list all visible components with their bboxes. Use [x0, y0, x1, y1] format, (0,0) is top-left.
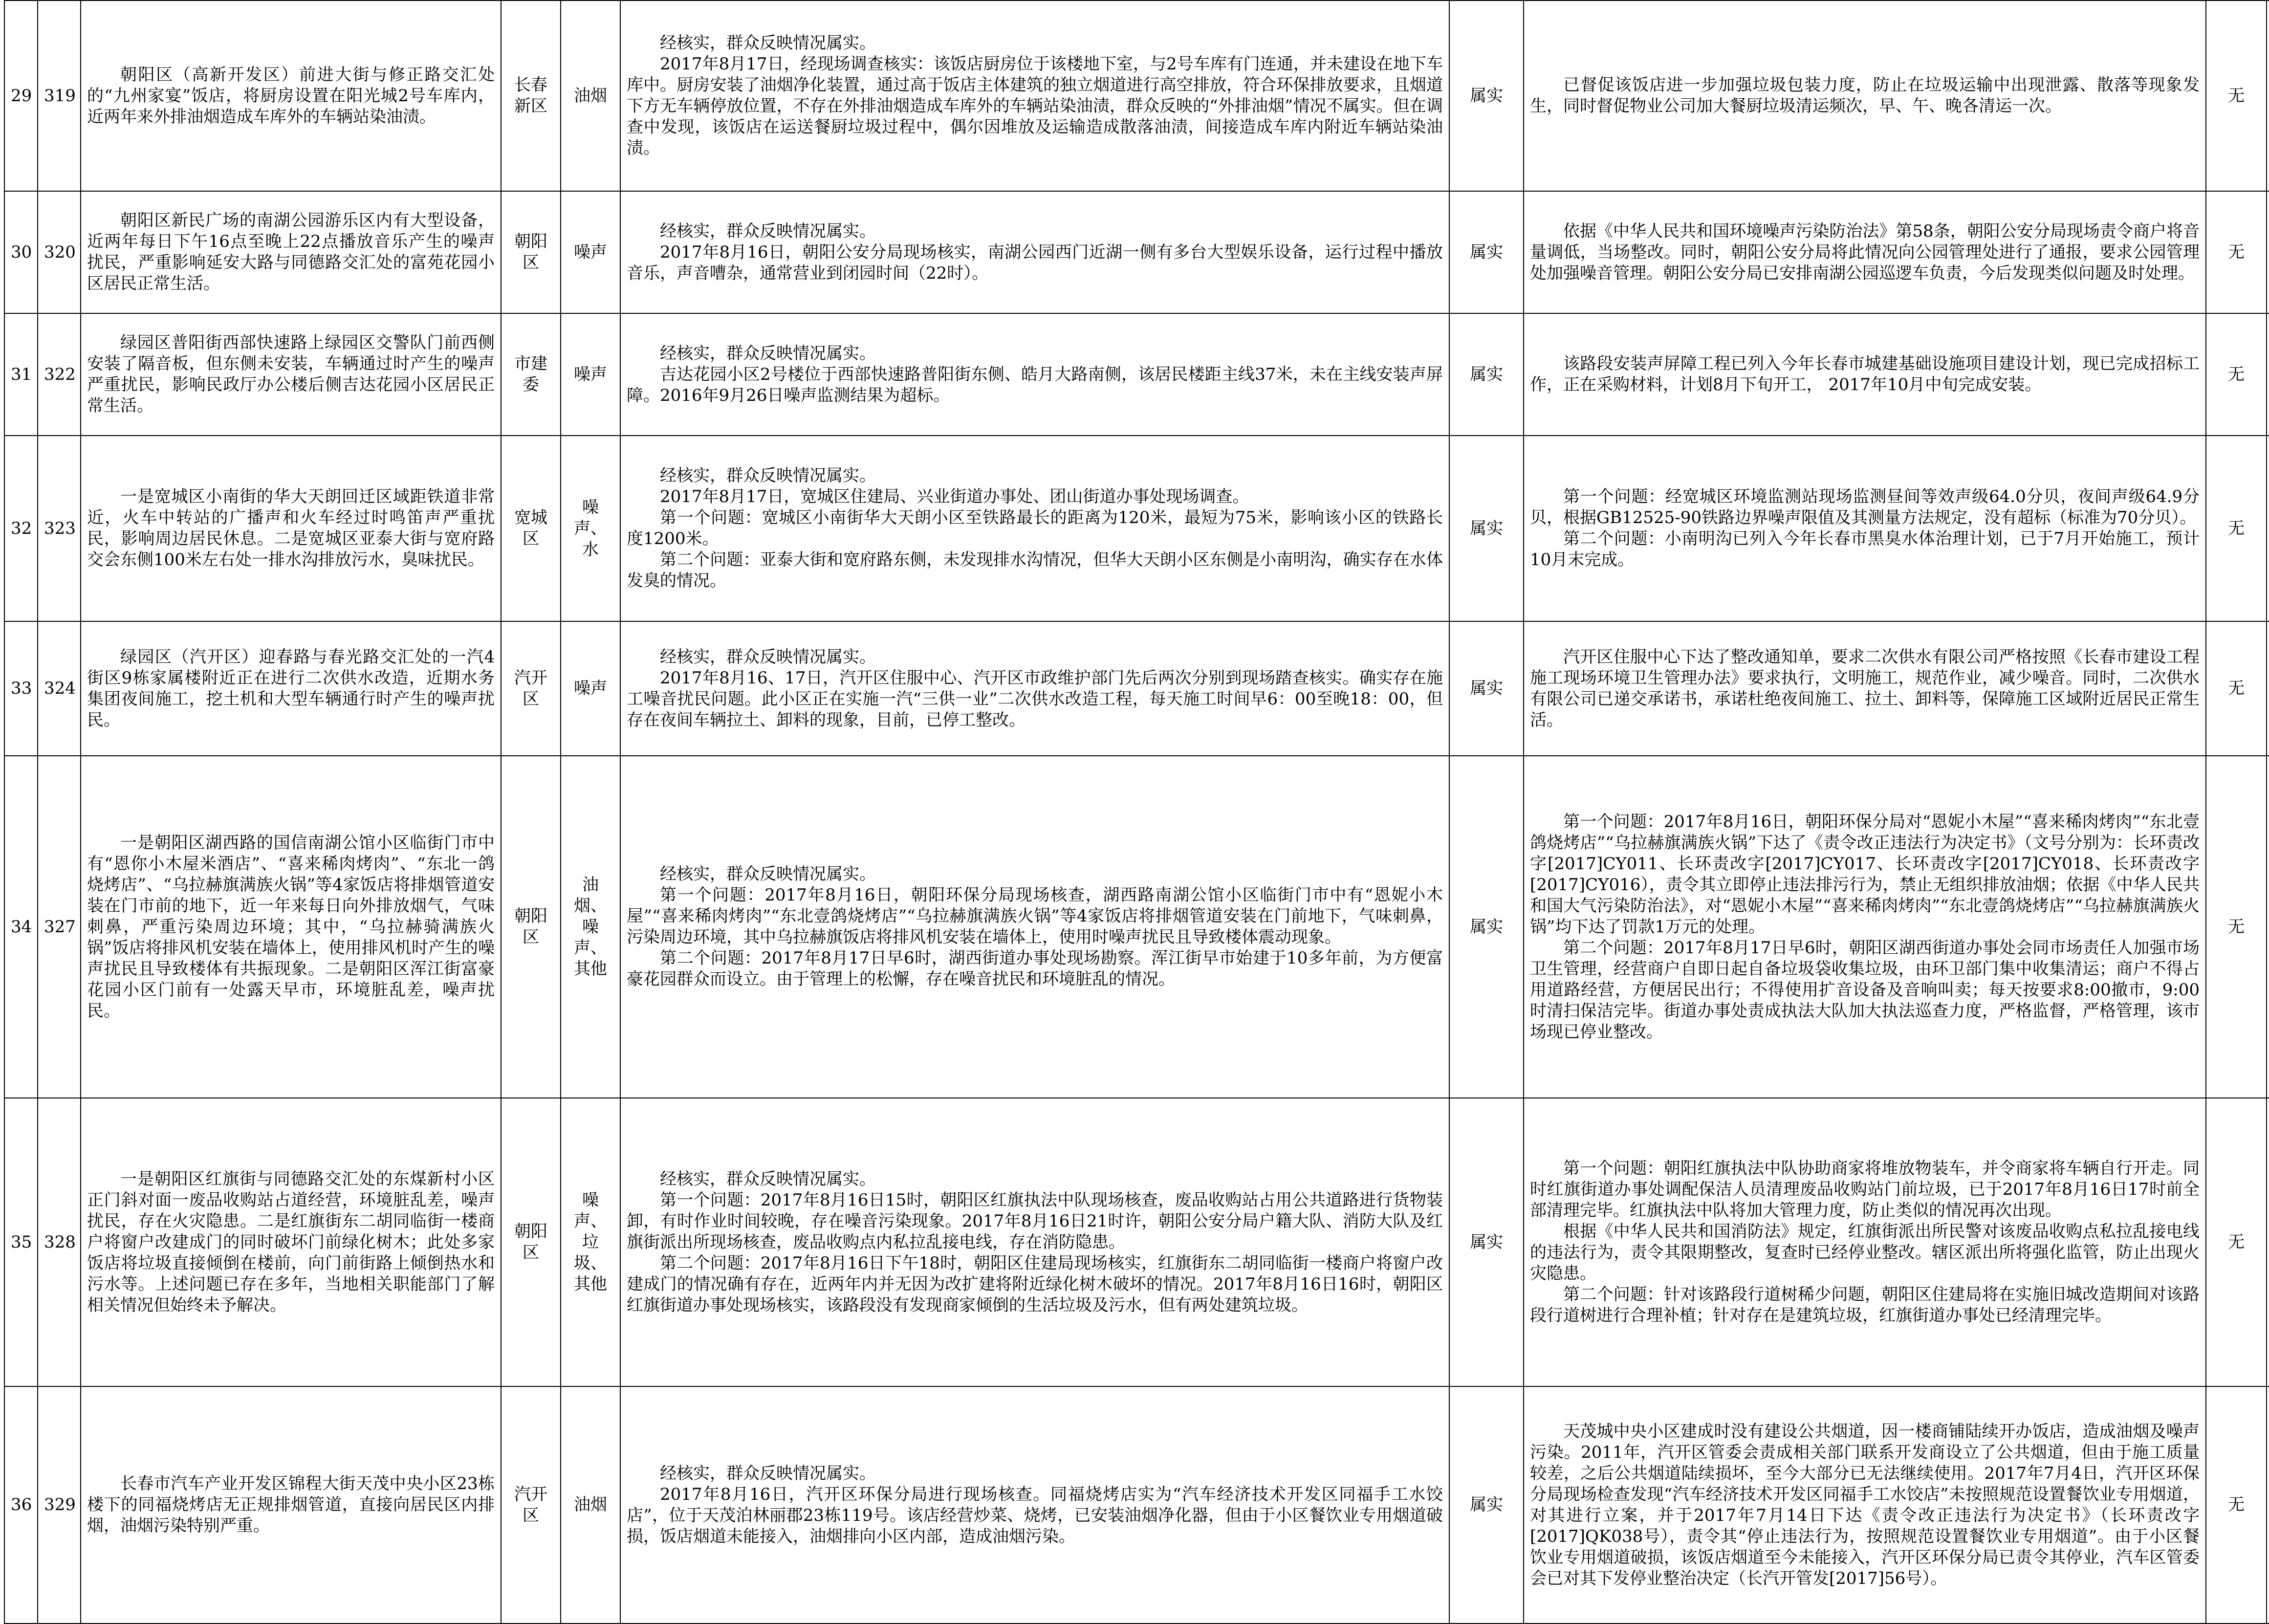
- complaint-cell: 长春市汽车产业开发区锦程大街天茂中央小区23栋楼下的同福烧烤店无正规排烟管道，直接向居民区内排烟，油烟污染特别严重。: [81, 1386, 501, 1624]
- case-number-cell: 322: [38, 313, 81, 436]
- handling-cell-paragraph: 第二个问题：2017年8月17日早6时，朝阳区湖西街道办事处会同市场责任人加强市场卫生管理，经营商户自即日起自备垃圾袋收集垃圾，由环卫部门集中收集清运；商户不得占用道路经营，方便居民出行；不得使用扩音设备及音响叫卖；每天按要求8:00撤市，9:00时清扫保洁完毕。街道办事处责成执法大队加大执法巡查力度，严格监督，严格管理，该市场现已停业整改。: [1530, 938, 2200, 1042]
- pollution-type-cell: 油烟: [561, 1386, 620, 1624]
- handling-cell: [1524, 1386, 2206, 1624]
- handling-cell-paragraph: 根据《中华人民共和国消防法》规定，红旗街派出所民警对该废品收购点私拉乱接电线的违法行为，责令其限期整改，复查时已经停业整改。辖区派出所将强化监管，防止出现火灾隐患。: [1530, 1222, 2200, 1283]
- handling-cell-paragraph: 汽开区住服中心下达了整改通知单，要求二次供水有限公司严格按照《长春市建设工程施工现场环境卫生管理办法》要求执行，文明施工，规范作业，减少噪音。同时，二次供水有限公司已递交承诺书，承诺杜绝夜间施工、拉土、卸料等，保障施工区域附近居民正常生活。: [1530, 647, 2200, 730]
- remark-cell: [2267, 1386, 2269, 1624]
- seq-cell: 34: [4, 756, 38, 1098]
- handling-cell-paragraph: 第二个问题：针对该路段行道树稀少问题，朝阳区住建局将在实施旧城改造期间对该路段行道树进行合理补植；针对存在是建筑垃圾，红旗街道办事处已经清理完毕。: [1530, 1285, 2200, 1325]
- complaint-cell: 绿园区（汽开区）迎春路与春光路交汇处的一汽4街区9栋家属楼附近正在进行二次供水改造，近期水务集团夜间施工，挖土机和大型车辆通行时产生的噪声扰民。: [81, 621, 501, 756]
- verdict-cell: 属实: [1449, 1098, 1524, 1386]
- district-cell: 宽城区: [501, 436, 561, 621]
- investigation-cell-paragraph: 经核实，群众反映情况属实。: [660, 647, 876, 667]
- district-cell: 朝阳区: [501, 756, 561, 1098]
- investigation-cell: [620, 191, 1449, 313]
- case-number-cell: 320: [38, 191, 81, 313]
- complaint-cell: 一是朝阳区湖西路的国信南湖公馆小区临街门市中有“恩你小木屋米酒店”、“喜来稀肉烤肉”、“东北一鸽烧烤店”、“乌拉赫旗满族火锅”等4家饭店将排烟管道安装在门市前的地下，近一年来每日向外排放烟气，气味刺鼻，严重污染周边环境；其中，“乌拉赫骑满族火锅”饭店将排风机安装在墙体上，使用排风机时产生的噪声扰民且导致楼体有共振现象。二是朝阳区浑江街富豪花园小区门前有一处露天早市，环境脏乱差，噪声扰民。: [81, 756, 501, 1098]
- district-cell: 汽开区: [501, 621, 561, 756]
- investigation-cell: [620, 621, 1449, 756]
- complaint-table: [4, 0, 2269, 1624]
- handling-cell-paragraph: 第一个问题：2017年8月16日，朝阳环保分局对“恩妮小木屋”“喜来稀肉烤肉”“东北壹鸽烧烤店”“乌拉赫旗满族火锅”下达了《责令改正违法行为决定书》（文号分别为：长环责改字[2017]CY011、长环责改字[2017]CY017、长环责改字[2017]CY018、长环责改字[2017]CY016），责令其立即停止违法排污行为，禁止无组织排放油烟；依据《中华人民共和国大气污染防治法》，对“恩妮小木屋”“喜来稀肉烤肉”“东北壹鸽烧烤店”“乌拉赫旗满族火锅”均下达了罚款1万元的处理。: [1530, 812, 2200, 937]
- investigation-cell-paragraph: 2017年8月16日，朝阳公安分局现场核实，南湖公园西门近湖一侧有多台大型娱乐设备，运行过程中播放音乐，声音嘈杂，通常营业到闭园时间（22时）。: [627, 242, 1443, 283]
- case-number-cell: 323: [38, 436, 81, 621]
- table-row: [4, 191, 2269, 313]
- accountability-cell: 无: [2206, 756, 2267, 1098]
- district-cell: 朝阳区: [501, 191, 561, 313]
- handling-cell: [1524, 313, 2206, 436]
- investigation-cell-paragraph: 经核实，群众反映情况属实。: [660, 864, 876, 884]
- investigation-cell-paragraph: 第一个问题：2017年8月16日，朝阳环保分局现场核查，湖西路南湖公馆小区临街门市中有“恩妮小木屋”“喜来稀肉烤肉”“东北壹鸽烧烤店”“乌拉赫旗满族火锅”等4家饭店将排烟管道安装在门前地下，气味刺鼻，污染周边环境，其中乌拉赫旗饭店将排风机安装在墙体上，使用时噪声扰民且导致楼体震动现象。: [627, 885, 1443, 947]
- district-cell: 长春新区: [501, 0, 561, 191]
- district-cell: 朝阳区: [501, 1098, 561, 1386]
- investigation-cell-paragraph: 经核实，群众反映情况属实。: [660, 33, 876, 53]
- remark-cell: [2267, 191, 2269, 313]
- case-number-cell: 329: [38, 1386, 81, 1624]
- accountability-cell: 无: [2206, 191, 2267, 313]
- investigation-cell-paragraph: 吉达花园小区2号楼位于西部快速路普阳街东侧、皓月大路南侧，该居民楼距主线37米，未在主线安装声屏障。2016年9月26日噪声监测结果为超标。: [627, 364, 1443, 405]
- seq-cell: 32: [4, 436, 38, 621]
- accountability-cell: 无: [2206, 1098, 2267, 1386]
- handling-cell: [1524, 436, 2206, 621]
- verdict-cell: 属实: [1449, 756, 1524, 1098]
- pollution-type-cell: 油烟: [561, 0, 620, 191]
- investigation-cell: [620, 1386, 1449, 1624]
- seq-cell: 35: [4, 1098, 38, 1386]
- accountability-cell: 无: [2206, 313, 2267, 436]
- handling-cell: [1524, 0, 2206, 191]
- investigation-cell-paragraph: 2017年8月17日，经现场调查核实：该饭店厨房位于该楼地下室，与2号车库有门连通，并未建设在地下车库中。厨房安装了油烟净化装置，通过高于饭店主体建筑的独立烟道进行高空排放，符合环保排放要求，且烟道下方无车辆停放位置，不存在外排油烟造成车库外的车辆站染油渍，群众反映的“外排油烟”情况不属实。但在调查中发现，该饭店在运送餐厨垃圾过程中，偶尔因堆放及运输造成散落油渍，间接造成车库内附近车辆站染油渍。: [627, 54, 1443, 158]
- pollution-type-cell: 噪声: [561, 621, 620, 756]
- pollution-type-cell: 油烟、噪声、其他: [561, 756, 620, 1098]
- case-number-cell: 328: [38, 1098, 81, 1386]
- investigation-cell-paragraph: 第一个问题：2017年8月16日15时，朝阳区红旗执法中队现场核查，废品收购站占用公共道路进行货物装卸，有时作业时间较晚，存在噪音污染现象。2017年8月16日21时许，朝阳公安分局户籍大队、消防大队及红旗街派出所现场核查，废品收购点内私拉乱接电线，存在消防隐患。: [627, 1190, 1443, 1252]
- investigation-cell-paragraph: 第二个问题：亚泰大街和宽府路东侧，未发现排水沟情况，但华大天朗小区东侧是小南明沟，确实存在水体发臭的情况。: [627, 550, 1443, 591]
- table-row: [4, 436, 2269, 621]
- investigation-cell-paragraph: 第二个问题：2017年8月16日下午18时，朝阳区住建局现场核实，红旗街东二胡同临街一楼商户将窗户改建成门的情况确有存在，近两年内并无因为改扩建将附近绿化树木破坏的情况。2017年8月16日16时，朝阳区红旗街道办事处现场核实，该路段没有发现商家倾倒的生活垃圾及污水，但有两处建筑垃圾。: [627, 1253, 1443, 1315]
- table-row: [4, 0, 2269, 191]
- table-row: [4, 621, 2269, 756]
- accountability-cell: 无: [2206, 621, 2267, 756]
- accountability-cell: 无: [2206, 0, 2267, 191]
- accountability-cell: 无: [2206, 1386, 2267, 1624]
- table-row: [4, 1386, 2269, 1624]
- handling-cell-paragraph: 天茂城中央小区建成时没有建设公共烟道，因一楼商铺陆续开办饭店，造成油烟及噪声污染。2011年，汽开区管委会责成相关部门联系开发商设立了公共烟道，但由于施工质量较差，之后公共烟道陆续损坏，至今大部分已无法继续使用。2017年7月4日，汽开区环保分局现场检查发现“汽车经济技术开发区同福手工水饺店”未按照规范设置餐饮业专用烟道，对其进行立案，并于2017年7月14日下达《责令改正违法行为决定书》（长环责改字[2017]QK038号），责令其“停止违法行为，按照规范设置餐饮业专用烟道”。由于小区餐饮业专用烟道破损，该饭店烟道至今未能接入，汽开区环保分局已责令其停业，汽车区管委会已对其下发停业整治决定（长汽开管发[2017]56号）。: [1530, 1421, 2200, 1588]
- investigation-cell: [620, 436, 1449, 621]
- pollution-type-cell: 噪声、垃圾、其他: [561, 1098, 620, 1386]
- investigation-cell-paragraph: 2017年8月17日，宽城区住建局、兴业街道办事处、团山街道办事处现场调查。: [660, 487, 1249, 506]
- investigation-cell: [620, 313, 1449, 436]
- remark-cell: [2267, 756, 2269, 1098]
- handling-cell: [1524, 756, 2206, 1098]
- investigation-cell: [620, 0, 1449, 191]
- investigation-cell-paragraph: 第一个问题：宽城区小南街华大天朗小区至铁路最长的距离为120米，最短为75米，影响该小区的铁路长度1200米。: [627, 508, 1443, 549]
- remark-cell: [2267, 621, 2269, 756]
- pollution-type-cell: 噪声、水: [561, 436, 620, 621]
- remark-cell: [2267, 313, 2269, 436]
- handling-cell: [1524, 621, 2206, 756]
- complaint-cell: 一是朝阳区红旗街与同德路交汇处的东煤新村小区正门斜对面一废品收购站占道经营，环境脏乱差，噪声扰民，存在火灾隐患。二是红旗街东二胡同临街一楼商户将窗户改建成门的同时破坏门前绿化树木；此处多家饭店将垃圾直接倾倒在楼前，向门前街路上倾倒热水和污水等。上述问题已存在多年，当地相关职能部门了解相关情况但始终未予解决。: [81, 1098, 501, 1386]
- complaint-cell: 朝阳区（高新开发区）前进大街与修正路交汇处的“九州家宴”饭店，将厨房设置在阳光城2号车库内，近两年来外排油烟造成车库外的车辆站染油渍。: [81, 0, 501, 191]
- investigation-cell-paragraph: 经核实，群众反映情况属实。: [660, 343, 876, 363]
- case-number-cell: 324: [38, 621, 81, 756]
- verdict-cell: 属实: [1449, 1386, 1524, 1624]
- table-row: [4, 1098, 2269, 1386]
- handling-cell-paragraph: 第一个问题：经宽城区环境监测站现场监测昼间等效声级64.0分贝，夜间声级64.9分贝，根据GB12525-90铁路边界噪声限值及其测量方法规定，没有超标（标准为70分贝）。: [1530, 487, 2200, 527]
- table-body: [4, 0, 2269, 1624]
- handling-cell-paragraph: 已督促该饭店进一步加强垃圾包装力度，防止在垃圾运输中出现泄露、散落等现象发生，同时督促物业公司加大餐厨垃圾清运频次，早、午、晚各清运一次。: [1530, 75, 2200, 116]
- table-row: [4, 313, 2269, 436]
- investigation-cell-paragraph: 经核实，群众反映情况属实。: [660, 1169, 876, 1189]
- investigation-cell-paragraph: 第二个问题：2017年8月17日早6时，湖西街道办事处现场勘察。浑江街早市始建于10多年前，为方便富豪花园群众而设立。由于管理上的松懈，存在噪音扰民和环境脏乱的情况。: [627, 948, 1443, 989]
- verdict-cell: 属实: [1449, 191, 1524, 313]
- table-row: [4, 756, 2269, 1098]
- district-cell: 市建委: [501, 313, 561, 436]
- pollution-type-cell: 噪声: [561, 191, 620, 313]
- investigation-cell-paragraph: 经核实，群众反映情况属实。: [660, 466, 876, 485]
- investigation-cell-paragraph: 2017年8月16日，汽开区环保分局进行现场核查。同福烧烤店实为“汽车经济技术开发区同福手工水饺店”，位于天茂泊林丽郡23栋119号。该店经营炒菜、烧烤，已安装油烟净化器，但由于小区餐饮业专用烟道破损，饭店烟道未能接入，油烟排向小区内部，造成油烟污染。: [627, 1484, 1443, 1546]
- verdict-cell: 属实: [1449, 0, 1524, 191]
- seq-cell: 29: [4, 0, 38, 191]
- handling-cell-paragraph: 依据《中华人民共和国环境噪声污染防治法》第58条，朝阳公安分局现场责令商户将音量调低，当场整改。同时，朝阳公安分局将此情况向公园管理处进行了通报，要求公园管理处加强噪音管理。朝阳公安分局已安排南湖公园巡逻车负责，今后发现类似问题及时处理。: [1530, 221, 2200, 283]
- handling-cell: [1524, 191, 2206, 313]
- seq-cell: 30: [4, 191, 38, 313]
- verdict-cell: 属实: [1449, 621, 1524, 756]
- handling-cell-paragraph: 第一个问题：朝阳红旗执法中队协助商家将堆放物装车，并令商家将车辆自行开走。同时红旗街道办事处调配保洁人员清理废品收购站门前垃圾，已于2017年8月16日17时前全部清理完毕。红旗执法中队将加大管理力度，防止类似的情况再次出现。: [1530, 1159, 2200, 1220]
- investigation-cell: [620, 756, 1449, 1098]
- case-number-cell: 327: [38, 756, 81, 1098]
- pollution-type-cell: 噪声: [561, 313, 620, 436]
- remark-cell: [2267, 0, 2269, 191]
- complaint-cell: 一是宽城区小南街的华大天朗回迁区域距铁道非常近，火车中转站的广播声和火车经过时鸣笛声严重扰民，影响周边居民休息。二是宽城区亚泰大街与宽府路交会东侧100米左右处一排水沟排放污水，臭味扰民。: [81, 436, 501, 621]
- district-cell: 汽开区: [501, 1386, 561, 1624]
- complaint-cell: 绿园区普阳街西部快速路上绿园区交警队门前西侧安装了隔音板，但东侧未安装，车辆通过时产生的噪声严重扰民，影响民政厅办公楼后侧吉达花园小区居民正常生活。: [81, 313, 501, 436]
- seq-cell: 33: [4, 621, 38, 756]
- investigation-cell-paragraph: 经核实，群众反映情况属实。: [660, 1463, 876, 1483]
- complaint-cell: 朝阳区新民广场的南湖公园游乐区内有大型设备，近两年每日下午16点至晚上22点播放音乐产生的噪声扰民，严重影响延安大路与同德路交汇处的富苑花园小区居民正常生活。: [81, 191, 501, 313]
- verdict-cell: 属实: [1449, 436, 1524, 621]
- handling-cell-paragraph: 该路段安装声屏障工程已列入今年长春市城建基础设施项目建设计划，现已完成招标工作，正在采购材料，计划8月下旬开工， 2017年10月中旬完成安装。: [1530, 354, 2200, 395]
- handling-cell-paragraph: 第二个问题：小南明沟已列入今年长春市黑臭水体治理计划，已于7月开始施工，预计10月末完成。: [1530, 529, 2200, 570]
- case-number-cell: 319: [38, 0, 81, 191]
- seq-cell: 36: [4, 1386, 38, 1624]
- investigation-cell-paragraph: 经核实，群众反映情况属实。: [660, 221, 876, 241]
- investigation-cell-paragraph: 2017年8月16、17日，汽开区住服中心、汽开区市政维护部门先后两次分别到现场踏查核实。确实存在施工噪音扰民问题。此小区正在实施一汽“三供一业”二次供水改造工程，每天施工时间早6：00至晚18：00，但存在夜间车辆拉土、卸料的现象，目前，已停工整改。: [627, 668, 1443, 730]
- investigation-cell: [620, 1098, 1449, 1386]
- remark-cell: [2267, 436, 2269, 621]
- accountability-cell: 无: [2206, 436, 2267, 621]
- seq-cell: 31: [4, 313, 38, 436]
- handling-cell: [1524, 1098, 2206, 1386]
- verdict-cell: 属实: [1449, 313, 1524, 436]
- remark-cell: [2267, 1098, 2269, 1386]
